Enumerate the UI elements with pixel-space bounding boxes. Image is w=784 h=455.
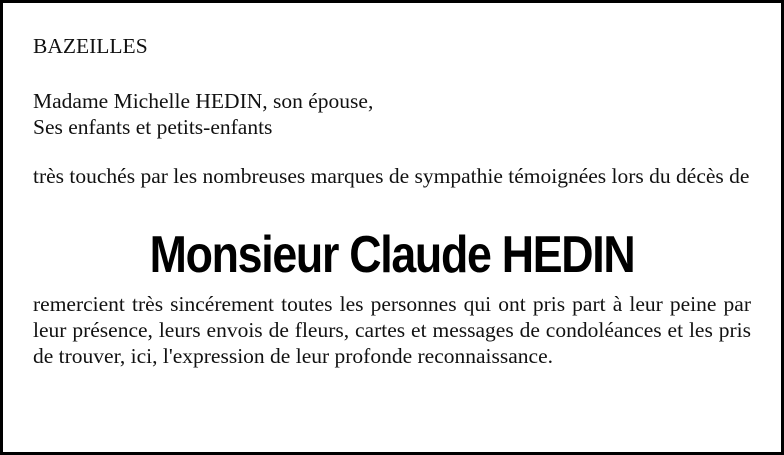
family-block (33, 88, 751, 140)
deceased-name: Monsieur Claude HEDIN (149, 226, 635, 284)
intro-text: très touchés par les nombreuses marques de sympathie témoignées lors du décès de (33, 164, 750, 188)
town-name: BAZEILLES (33, 34, 148, 58)
family-line-spouse: Madame Michelle HEDIN, son épouse, (33, 89, 374, 113)
family-line-children: Ses enfants et petits-enfants (33, 115, 273, 139)
thanks-text: remercient très sincérement toutes les personnes qui ont pris part à leur peine par leur présence, leurs envois de fleurs, cartes et messages de condoléances et les pris de trouver, ici, l'expression de leur profonde reconnaissance. (33, 292, 751, 368)
